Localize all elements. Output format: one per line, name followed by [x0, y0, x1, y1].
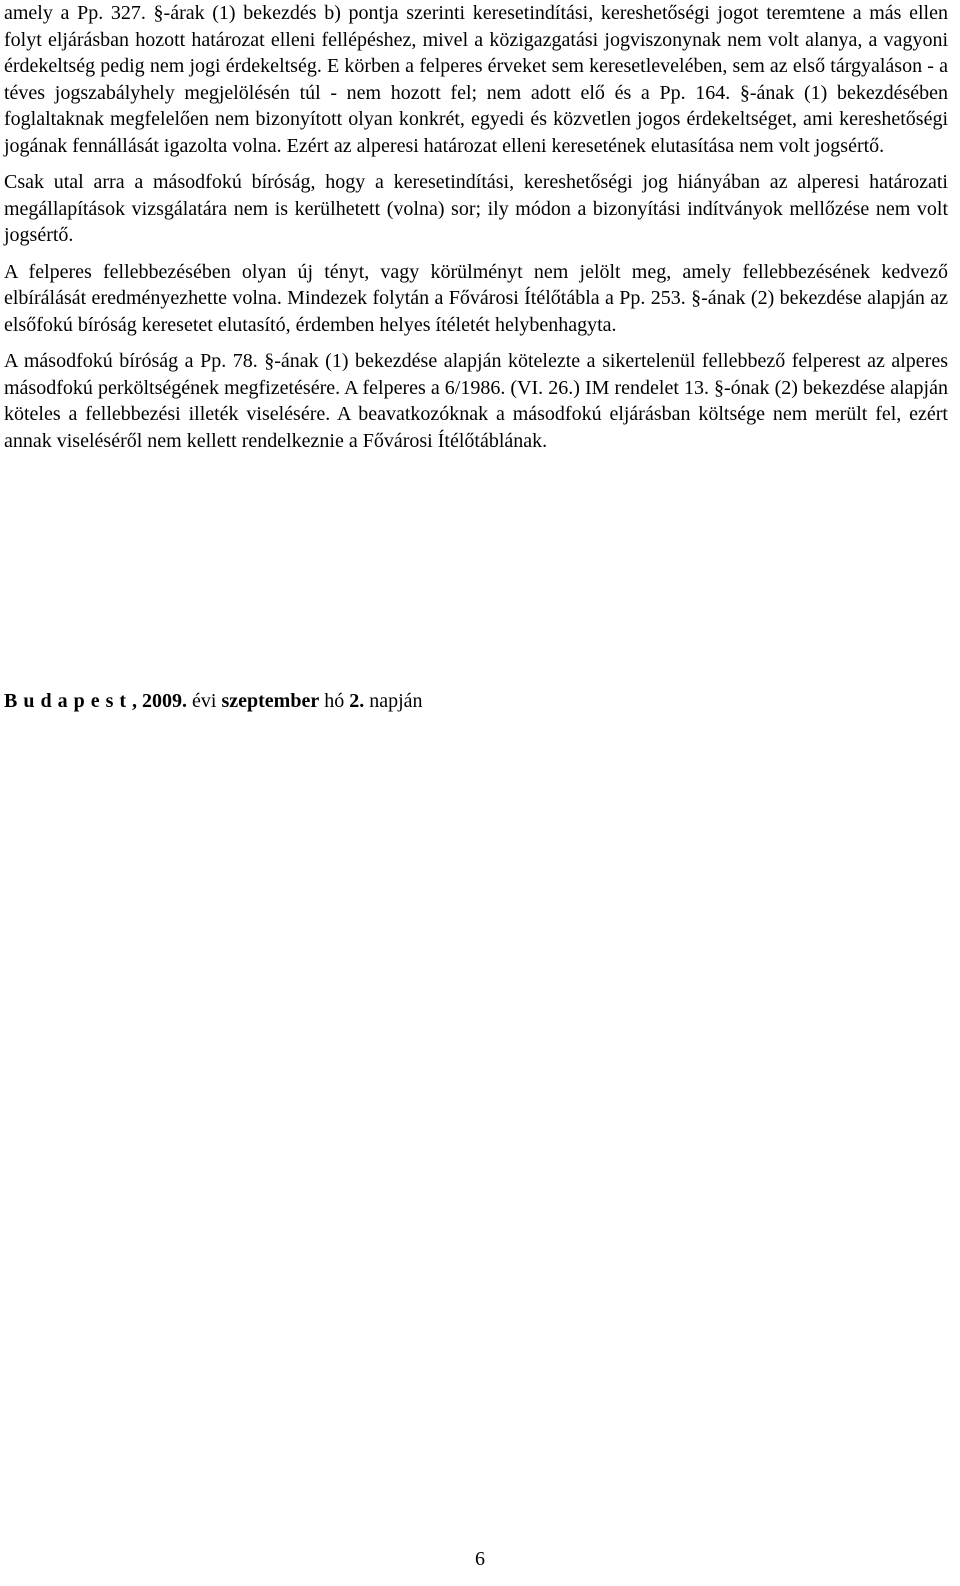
month: szeptember	[221, 690, 320, 712]
evi-text: évi	[187, 690, 222, 712]
page-number: 6	[475, 1548, 485, 1570]
napjan-text: napján	[364, 690, 423, 712]
city-name: Budapest	[4, 690, 133, 712]
paragraph-4: A másodfokú bíróság a Pp. 78. §-ának (1) bekezdése alapján kötelezte a sikertelenül fellebbező felperest az alperes másodfokú perköltségének megfizetésére. A felperes a 6/1986. (VI. 26.) IM rendelet 13. §-ónak (2) bekezdése alapján köteles a fellebbezési illeték viselésére. A beavatkozóknak a másodfokú eljárásban költsége nem merült fel, ezért annak viseléséről nem kellett rendelkeznie a Fővárosi Ítélőtáblának.	[4, 350, 948, 452]
paragraph-2: Csak utal arra a másodfokú bíróság, hogy a keresetindítási, kereshetőségi jog hiányában az alperesi határozati megállapítások vizsgálatára nem is kerülhetett (volna) sor; ily módon a bizonyítási indítványok mellőzése nem volt jogsértő.	[4, 171, 948, 246]
day: 2.	[349, 690, 365, 712]
document-body	[4, 0, 948, 454]
date-place-line	[4, 688, 423, 714]
paragraph-1: amely a Pp. 327. §-árak (1) bekezdés b) pontja szerinti keresetindítási, kereshetőségi jogot teremtene a más ellen folyt eljárásban hozott határozat elleni fellépéshez, mivel a közigazgatási jogviszonynak nem volt alanya, a vagyoni érdekeltség pedig nem jogi érdekeltség. E körben a felperes érveket sem keresetlevelében, sem az első tárgyaláson - a téves jogszabályhely megjelölésén túl - nem hozott fel; nem adott elő és a Pp. 164. §-ának (1) bekezdésében foglaltaknak megfelelően nem bizonyított olyan konkrét, egyedi és közvetlen jogos érdekeltséget, ami kereshetőségi jogának fennállását igazolta volna. Ezért az alperesi határozat elleni keresetének elutasítása nem volt jogsértő.	[4, 2, 948, 157]
ho-text: hó	[319, 690, 350, 712]
paragraph-3: A felperes fellebbezésében olyan új tényt, vagy körülményt nem jelölt meg, amely fellebbezésének kedvező elbírálását eredményezhette volna. Mindezek folytán a Fővárosi Ítélőtábla a Pp. 253. §-ának (2) bekezdése alapján az elsőfokú bíróság keresetet elutasító, érdemben helyes ítéletét helybenhagyta.	[4, 260, 948, 336]
year: , 2009.	[132, 690, 188, 712]
